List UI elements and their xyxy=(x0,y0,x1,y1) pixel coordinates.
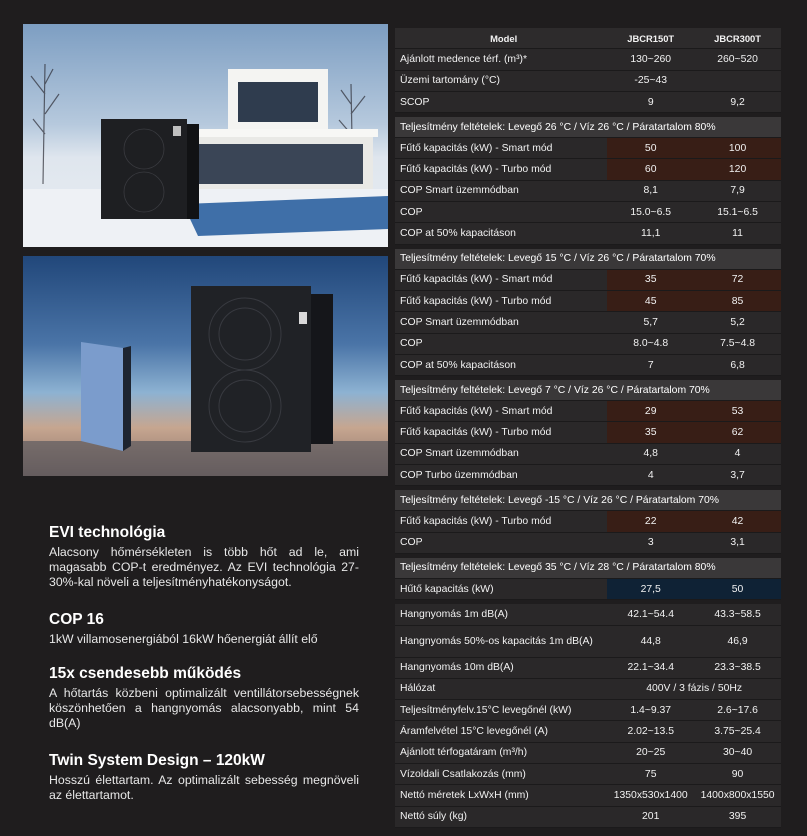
feature-title: 15x csendesebb működés xyxy=(49,665,242,682)
row-label: Ajánlott térfogatáram (m³/h) xyxy=(400,747,528,759)
value-model-1: 5,7 xyxy=(643,316,658,328)
value-model-2: 9,2 xyxy=(730,96,745,108)
row-label: Hangnyomás 50%-os kapacitás 1m dB(A) xyxy=(400,635,593,647)
table-row xyxy=(395,223,781,244)
value-model-1: 35 xyxy=(607,270,694,290)
row-label: Fűtő kapacitás (kW) - Turbo mód xyxy=(400,164,552,176)
general-section xyxy=(395,49,781,113)
row-label: COP xyxy=(400,338,423,350)
condition-header: Teljesítmény feltételek: Levegő -15 °C / Víz 26 °C / Páratartalom 70% xyxy=(395,490,781,511)
condition-header: Teljesítmény feltételek: Levegő 35 °C / Víz 28 °C / Páratartalom 80% xyxy=(395,558,781,579)
row-label: COP xyxy=(400,537,423,549)
value-model-2: 50 xyxy=(694,579,781,599)
row-label: Üzemi tartomány (°C) xyxy=(400,75,500,87)
row-label: COP Smart üzemmódban xyxy=(400,316,519,328)
table-row xyxy=(395,743,781,764)
value-model-1: 22.1~34.4 xyxy=(627,662,674,674)
table-row xyxy=(395,764,781,785)
value-model-2: 72 xyxy=(694,270,781,290)
value-model-1: 75 xyxy=(644,768,657,780)
value-model-1: 60 xyxy=(607,159,694,179)
value-model-2: 90 xyxy=(731,768,744,780)
value-model-1: 44,8 xyxy=(640,635,661,647)
feature-cop xyxy=(49,611,359,647)
table-row xyxy=(395,92,781,113)
value-model-2: 4 xyxy=(734,448,741,460)
value-model-2: 43.3~58.5 xyxy=(714,608,761,620)
condition-header: Teljesítmény feltételek: Levegő 26 °C / Víz 26 °C / Páratartalom 80% xyxy=(395,117,781,138)
feature-text: Alacsony hőmérsékleten is több hőt ad le, ami magasabb COP-t eredményez. Az EVI technológia 27-30%-kal növeli a teljesítményhatékonyságot. xyxy=(49,545,359,589)
feature-twin-system xyxy=(49,752,359,803)
value-model-2: 30~40 xyxy=(722,747,753,759)
condition-header: Teljesítmény feltételek: Levegő 7 °C / Víz 26 °C / Páratartalom 70% xyxy=(395,380,781,401)
table-row xyxy=(395,159,781,180)
row-label: Hangnyomás 10m dB(A) xyxy=(400,662,514,674)
value-model-1: 22 xyxy=(607,511,694,531)
value-model-1: 20~25 xyxy=(636,747,666,759)
value-model-1: 11,1 xyxy=(640,228,661,240)
value-model-2: 7,9 xyxy=(730,185,745,197)
table-row xyxy=(395,291,781,312)
value-model-1: 400V / 3 fázis / 50Hz xyxy=(646,683,743,695)
other-specs-section xyxy=(395,604,781,828)
value-model-1: 1350x530x1400 xyxy=(613,789,688,801)
value-model-1: 9 xyxy=(647,96,654,108)
row-label: Nettó méretek LxWxH (mm) xyxy=(400,789,529,801)
header-model-2: JBCR300T xyxy=(714,32,762,44)
row-label: Teljesítményfelv.15°C levegőnél (kW) xyxy=(400,704,572,716)
value-model-1: 15.0~6.5 xyxy=(630,206,672,218)
row-label: Ajánlott medence térf. (m³)* xyxy=(400,53,528,65)
row-label: COP at 50% kapacitáson xyxy=(400,228,516,240)
table-row xyxy=(395,658,781,679)
value-model-2: 42 xyxy=(694,511,781,531)
feature-title: COP 16 xyxy=(49,611,104,628)
value-model-1: 8.0~4.8 xyxy=(633,338,669,350)
header-model-1: JBCR150T xyxy=(627,32,675,44)
table-row xyxy=(395,312,781,333)
table-row xyxy=(395,422,781,443)
feature-text: Hosszú élettartam. Az optimalizált sebesség megnöveli az élettartamot. xyxy=(49,773,359,802)
table-row xyxy=(395,785,781,806)
value-model-1: 3 xyxy=(647,537,654,549)
value-model-2: 3.75~25.4 xyxy=(714,726,761,738)
row-label: SCOP xyxy=(400,96,430,108)
value-model-2: 1400x800x1550 xyxy=(700,789,775,801)
value-model-2: 6,8 xyxy=(730,359,745,371)
value-model-1: 42.1~54.4 xyxy=(627,608,674,620)
value-model-1: 50 xyxy=(607,138,694,158)
value-model-2 xyxy=(694,71,781,91)
table-row xyxy=(395,138,781,159)
value-model-2: 23.3~38.5 xyxy=(714,662,761,674)
table-row xyxy=(395,533,781,554)
table-row xyxy=(395,71,781,92)
table-row xyxy=(395,49,781,70)
table-row xyxy=(395,270,781,291)
feature-evi xyxy=(49,524,359,590)
feature-quiet xyxy=(49,665,359,731)
table-row xyxy=(395,355,781,376)
spec-table xyxy=(395,28,781,828)
value-model-1: 4,8 xyxy=(643,448,658,460)
value-model-2: 46,9 xyxy=(727,635,748,647)
product-photo-studio xyxy=(23,256,388,476)
product-photo-winter xyxy=(23,24,388,247)
row-label: Vízoldali Csatlakozás (mm) xyxy=(400,768,526,780)
value-model-2: 120 xyxy=(694,159,781,179)
value-model-2: 85 xyxy=(694,291,781,311)
table-header-row xyxy=(395,28,781,49)
value-model-1: 1.4~9.37 xyxy=(630,704,672,716)
value-model-2: 62 xyxy=(694,422,781,442)
value-model-1: -25~43 xyxy=(634,75,668,87)
value-model-2: 5,2 xyxy=(730,316,745,328)
value-model-2: 100 xyxy=(694,138,781,158)
row-label: Áramfelvétel 15°C levegőnél (A) xyxy=(400,726,548,738)
value-model-2: 3,7 xyxy=(730,469,745,481)
feature-title: EVI technológia xyxy=(49,524,166,541)
table-row xyxy=(395,465,781,486)
value-model-1: 4 xyxy=(647,469,654,481)
feature-text: 1kW villamosenergiából 16kW hőenergiát állít elő xyxy=(49,632,318,646)
table-row xyxy=(395,579,781,600)
value-model-1: 8,1 xyxy=(643,185,658,197)
value-model-1: 27,5 xyxy=(607,579,694,599)
table-row xyxy=(395,202,781,223)
value-model-1: 7 xyxy=(647,359,654,371)
value-model-1: 29 xyxy=(607,401,694,421)
table-row xyxy=(395,181,781,202)
value-model-2: 2.6~17.6 xyxy=(717,704,758,716)
value-model-2: 11 xyxy=(732,228,743,240)
condition-header: Teljesítmény feltételek: Levegő 15 °C / Víz 26 °C / Páratartalom 70% xyxy=(395,249,781,270)
value-model-2: 395 xyxy=(728,811,747,823)
value-model-1: 130~260 xyxy=(630,53,672,65)
table-row xyxy=(395,401,781,422)
table-row xyxy=(395,721,781,742)
row-label: Hangnyomás 1m dB(A) xyxy=(400,608,508,620)
value-model-2: 53 xyxy=(694,401,781,421)
row-label: Fűtő kapacitás (kW) - Turbo mód xyxy=(400,427,552,439)
value-model-2: 15.1~6.5 xyxy=(717,206,758,218)
feature-title: Twin System Design – 120kW xyxy=(49,752,265,769)
row-label: Hálózat xyxy=(400,683,436,695)
table-row xyxy=(395,334,781,355)
row-label: Fűtő kapacitás (kW) - Smart mód xyxy=(400,405,553,417)
row-label: COP at 50% kapacitáson xyxy=(400,359,516,371)
table-row xyxy=(395,604,781,625)
row-label: COP Smart üzemmódban xyxy=(400,448,519,460)
row-label: COP Turbo üzemmódban xyxy=(400,469,518,481)
value-model-1: 2.02~13.5 xyxy=(627,726,674,738)
row-label: Nettó súly (kg) xyxy=(400,811,467,823)
value-model-2: 3,1 xyxy=(730,537,745,549)
value-model-1: 45 xyxy=(607,291,694,311)
table-row xyxy=(395,679,781,700)
row-label: COP xyxy=(400,206,423,218)
header-model: Model xyxy=(490,32,518,44)
value-model-1: 201 xyxy=(642,811,660,823)
value-model-2: 7.5~4.8 xyxy=(720,338,756,350)
table-row xyxy=(395,807,781,828)
row-label: Fűtő kapacitás (kW) - Smart mód xyxy=(400,274,553,286)
table-row xyxy=(395,444,781,465)
value-model-1: 35 xyxy=(607,422,694,442)
row-label: Fűtő kapacitás (kW) - Turbo mód xyxy=(400,295,552,307)
conditions-section xyxy=(395,117,781,600)
value-model-2: 260~520 xyxy=(717,53,758,65)
row-label: Fűtő kapacitás (kW) - Smart mód xyxy=(400,142,553,154)
table-row xyxy=(395,626,781,658)
table-row xyxy=(395,700,781,721)
table-row xyxy=(395,511,781,532)
row-label: Hűtő kapacitás (kW) xyxy=(400,583,494,595)
feature-text: A hőtartás közbeni optimalizált ventillátorsebességnek köszönhetően a hangnyomás alacsonyabb, mint 54 dB(A) xyxy=(49,686,359,730)
row-label: Fűtő kapacitás (kW) - Turbo mód xyxy=(400,515,552,527)
row-label: COP Smart üzemmódban xyxy=(400,185,519,197)
